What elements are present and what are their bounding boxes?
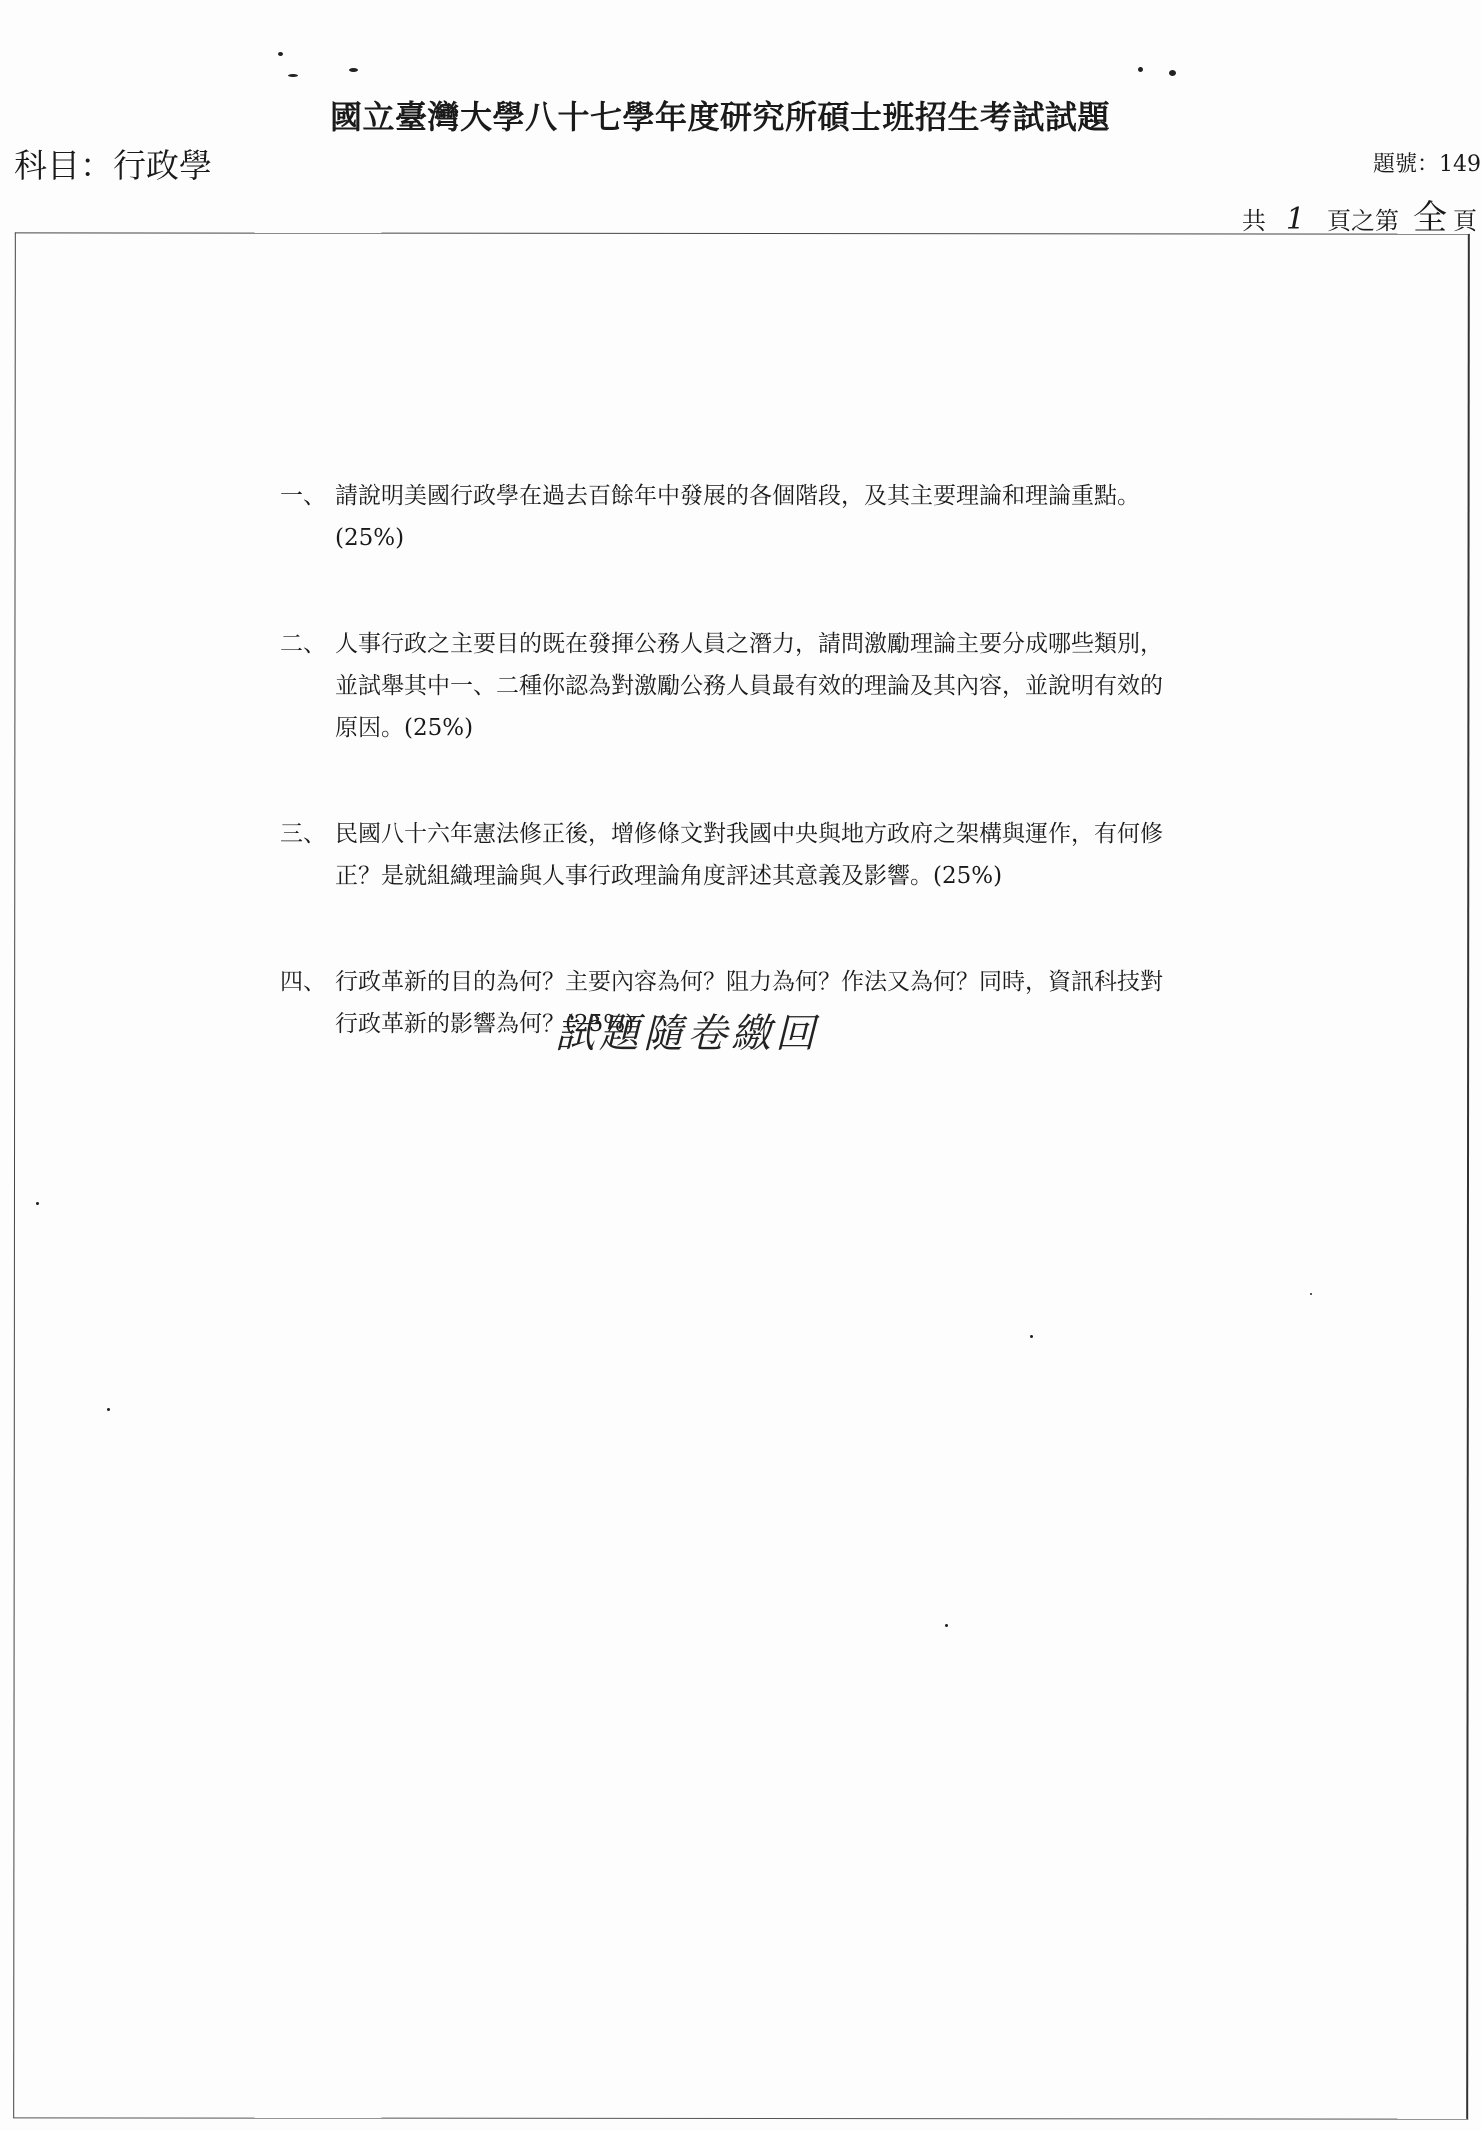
question-3 (280, 813, 1180, 897)
question-number-label: 四、 (280, 969, 326, 995)
page-mid: 頁之第 (1327, 207, 1399, 235)
question-text: 行政革新的目的為何？主要內容為何？阻力為何？作法又為何？同時，資訊科技對行政革新的影響為何？(25%) (335, 969, 1163, 1037)
page-count (1242, 190, 1477, 239)
question-2 (280, 623, 1180, 749)
scan-speck (1169, 70, 1176, 76)
question-text: 民國八十六年憲法修正後，增修條文對我國中央與地方政府之架構與運作，有何修正？是就組織理論與人事行政理論角度評述其意義及影響。(25%) (335, 821, 1163, 889)
subject-label: 科目：行政學 (14, 146, 212, 185)
page-total-value: 1 (1285, 202, 1305, 237)
question-number: 題號：149 (1373, 152, 1481, 177)
question-number-label: 一、 (280, 483, 326, 509)
question-text: 請說明美國行政學在過去百餘年中發展的各個階段，及其主要理論和理論重點。(25%) (335, 483, 1140, 551)
page-total-prefix: 共 (1241, 207, 1266, 235)
question-number-label: 二、 (280, 631, 326, 657)
question-1 (280, 475, 1180, 559)
scan-speck (278, 52, 283, 56)
page-suffix: 頁 (1453, 207, 1477, 235)
return-exam-note: 試題隨卷繳回 (555, 1011, 819, 1057)
scan-speck (288, 74, 298, 77)
scan-speck (349, 68, 358, 72)
question-text: 人事行政之主要目的既在發揮公務人員之潛力，請問激勵理論主要分成哪些類別，並試舉其中一、二種你認為對激勵公務人員最有效的理論及其內容，並說明有效的原因。(25%) (335, 631, 1163, 741)
page-current-value: 全 (1413, 198, 1447, 238)
exam-title: 國立臺灣大學八十七學年度研究所碩士班招生考試試題 (330, 98, 1111, 136)
question-number-label: 三、 (280, 821, 326, 847)
scan-speck (1138, 67, 1143, 72)
